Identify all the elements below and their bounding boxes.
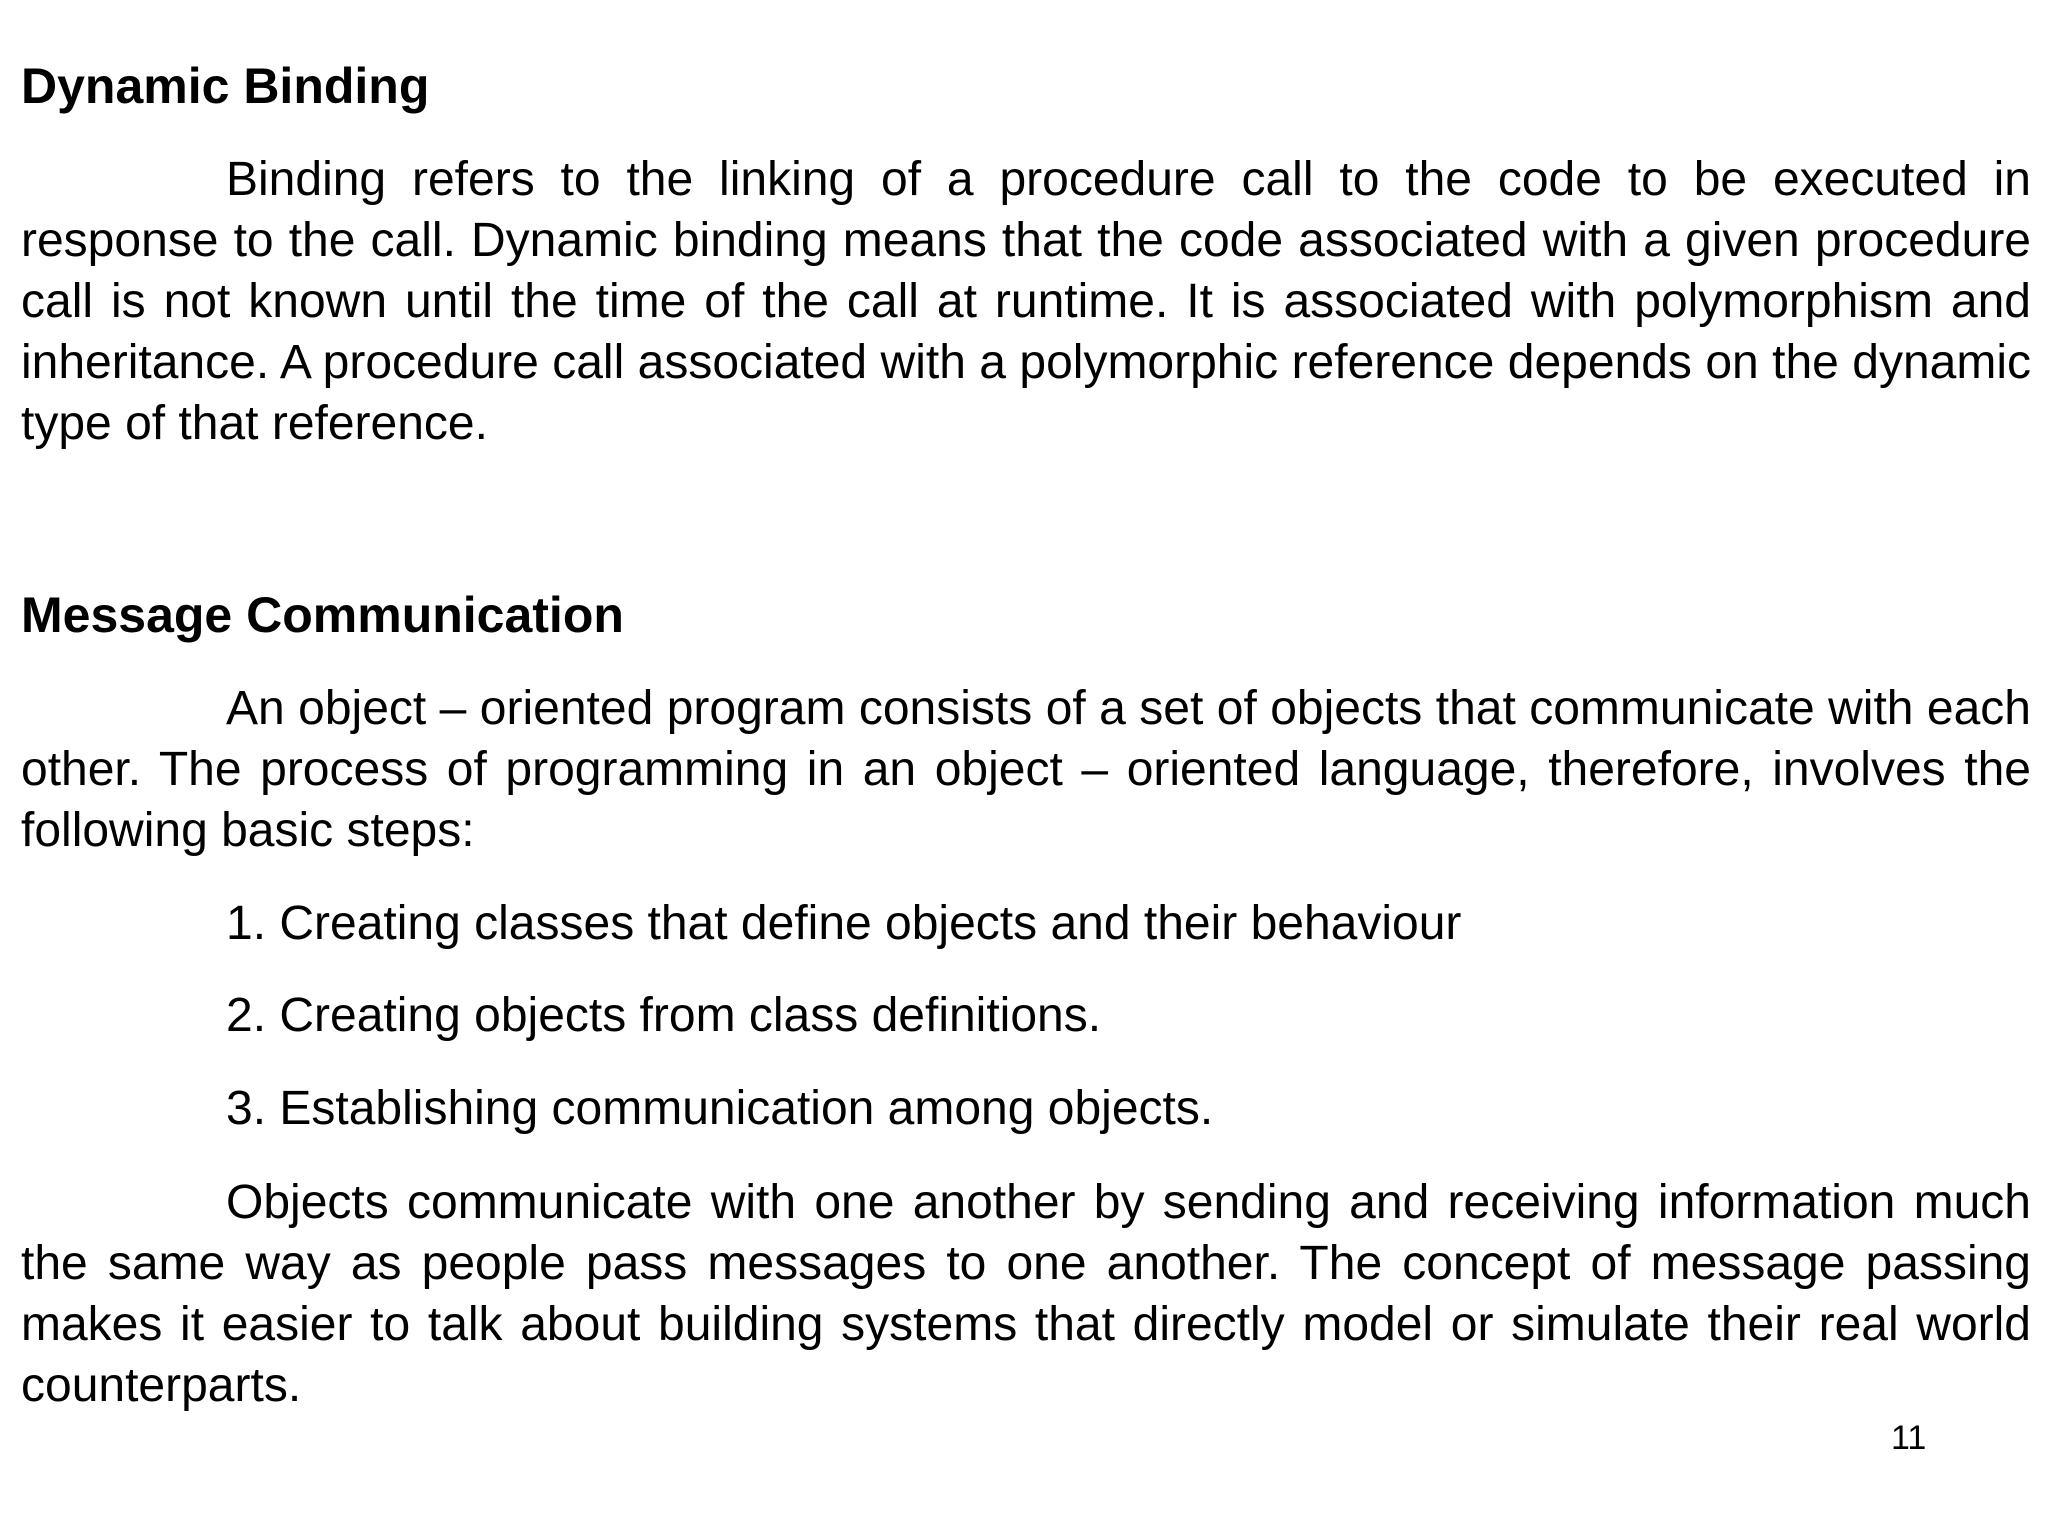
step-item-3: 3. Establishing communication among objects. [226, 1082, 1214, 1135]
message-communication-closing-paragraph: Objects communicate with one another by sending and receiving information much the same way as people pass messages to one another. The concept of message passing makes it easier to talk about building systems that directly model or simulate their real world counterparts. [21, 1176, 2031, 1412]
step-item-2: 2. Creating objects from class definitions. [226, 989, 1102, 1042]
message-communication-intro-paragraph: An object – oriented program consists of a set of objects that communicate with each other. The process of programming in an object – oriented language, therefore, involves the following basic steps: [21, 682, 2031, 857]
dynamic-binding-paragraph: Binding refers to the linking of a procedure call to the code to be executed in response to the call. Dynamic binding means that the code associated with a given procedure call is not known until the time of the call at runtime. It is associated with polymorphism and inheritance. A procedure call associated with a polymorphic reference depends on the dynamic type of that reference. [21, 153, 2031, 450]
page-number: 11 [1891, 1419, 1927, 1457]
section-heading-dynamic-binding: Dynamic Binding [21, 58, 430, 114]
document-page [21, 0, 2031, 1536]
step-item-1: 1. Creating classes that define objects and their behaviour [226, 897, 1462, 950]
section-heading-message-communication: Message Communication [21, 587, 624, 643]
